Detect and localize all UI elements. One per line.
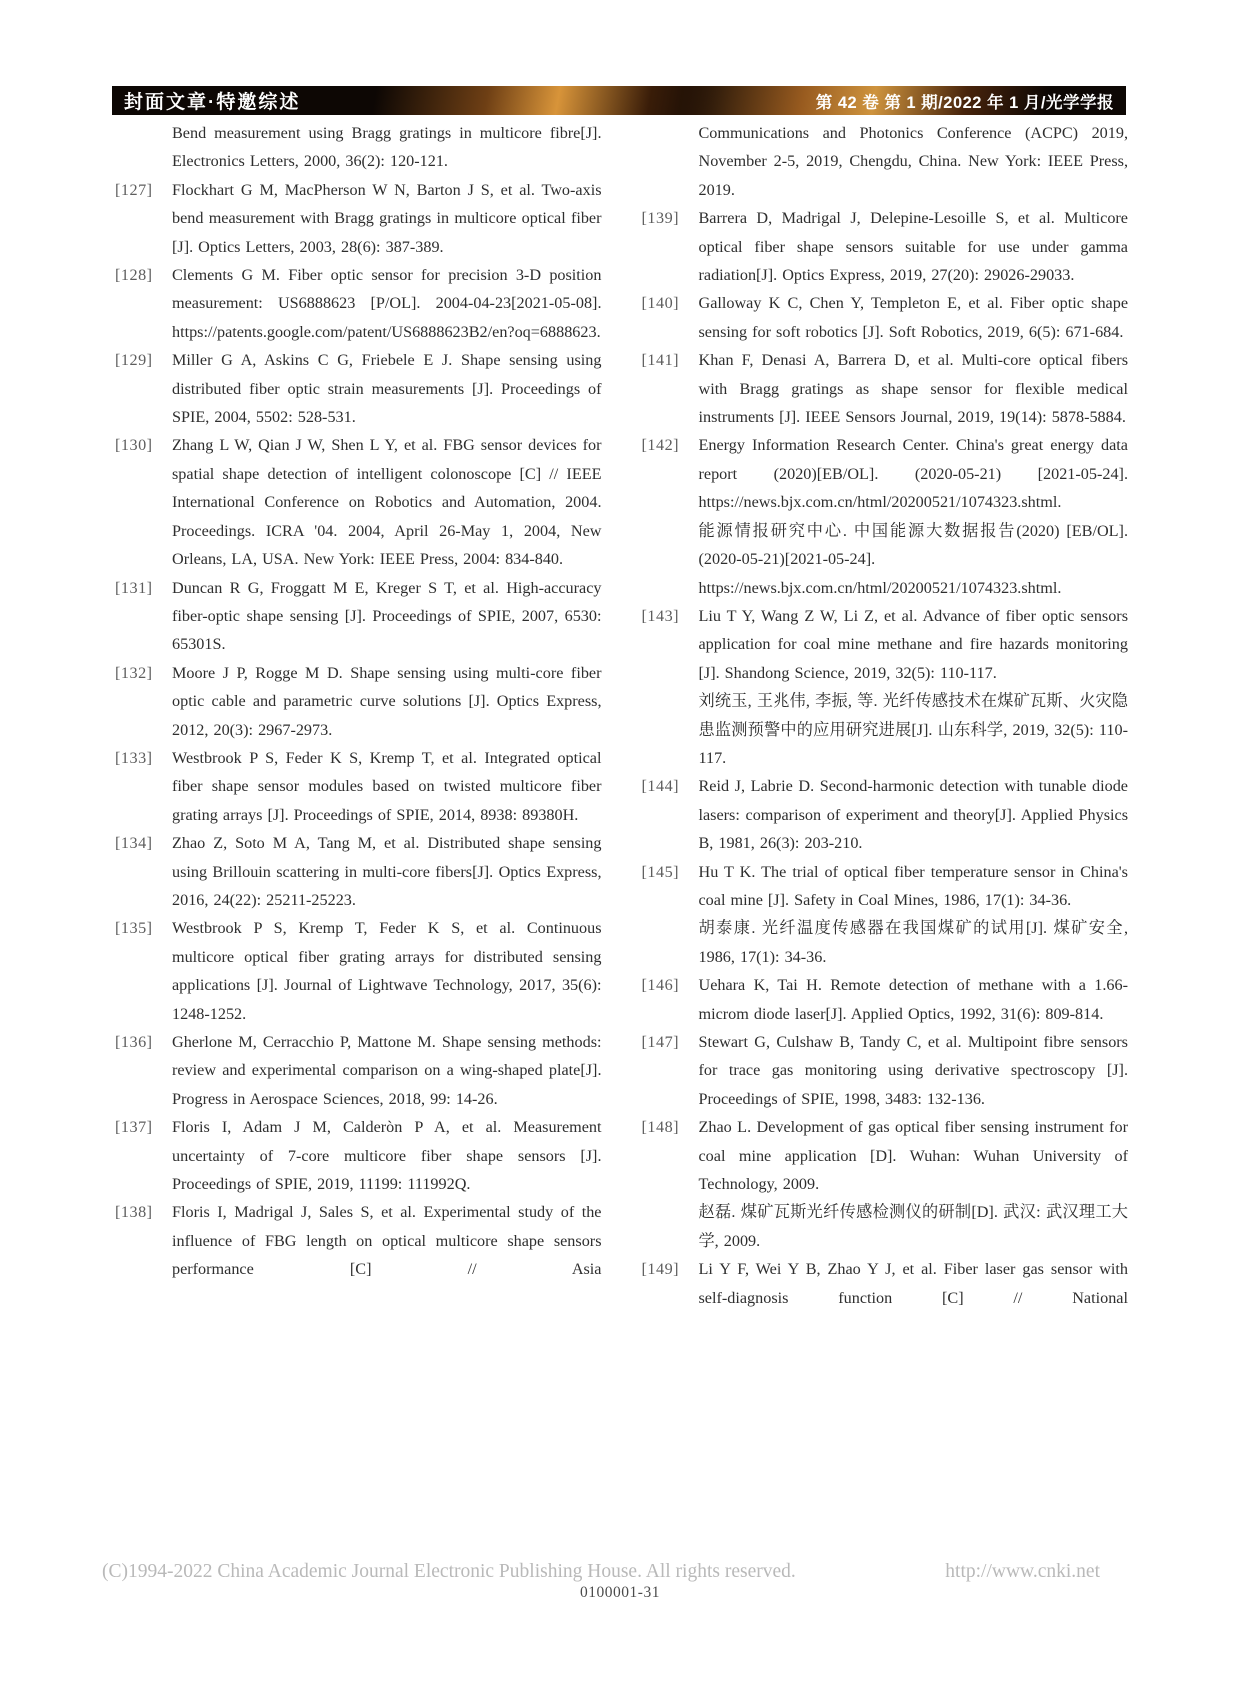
page-header-bar (112, 86, 1126, 115)
reference-number: [127] (115, 180, 153, 199)
reference-citation-text-chinese: 赵磊. 煤矿瓦斯光纤传感检测仪的研制[D]. 武汉: 武汉理工大学, 2009. (698, 1203, 1128, 1250)
reference-entry (642, 346, 1129, 431)
reference-number: [136] (115, 1033, 153, 1051)
reference-entry (642, 1113, 1129, 1255)
reference-citation-text: Zhao L. Development of gas optical fiber sensing instrument for coal mine application [D]. Wuhan: Wuhan University of Technology, 2009. (698, 1118, 1128, 1194)
reference-number: [148] (641, 1118, 680, 1137)
reference-citation-text: Hu T K. The trial of optical fiber temperature sensor in China's coal mine [J]. Safety in Coal Mines, 1986, 17(1): 34-36. (698, 862, 1128, 909)
reference-entry (642, 772, 1129, 857)
reference-citation-text: Li Y F, Wei Y B, Zhao Y J, et al. Fiber laser gas sensor with self-diagnosis function [C] // National (698, 1260, 1128, 1307)
reference-number: [141] (641, 351, 680, 370)
reference-entry (642, 119, 1129, 204)
reference-entry (642, 204, 1129, 289)
reference-citation-text: Galloway K C, Chen Y, Templeton E, et al. Fiber optic shape sensing for soft robotics [J]. Soft Robotics, 2019, 6(5): 671-684. (698, 294, 1128, 341)
reference-citation-text: Flockhart G M, MacPherson W N, Barton J S, et al. Two-axis bend measurement with Bragg gratings in multicore optical fiber [J]. Optics Letters, 2003, 28(6): 387-389. (172, 180, 602, 256)
references-column-right (642, 119, 1129, 1312)
reference-entry (642, 289, 1129, 346)
reference-entry (642, 431, 1129, 601)
reference-citation-text: Barrera D, Madrigal J, Delepine-Lesoille S, et al. Multicore optical fiber shape sensors suitable for use under gamma radiation[J]. Optics Express, 2019, 27(20): 29026-29033. (698, 209, 1128, 285)
reference-entry (115, 119, 602, 176)
reference-citation-text: Stewart G, Culshaw B, Tandy C, et al. Multipoint fibre sensors for trace gas monitoring using derivative spectroscopy [J]. Proceedings of SPIE, 1998, 3483: 132-136. (698, 1033, 1128, 1108)
reference-number: [149] (641, 1260, 680, 1279)
reference-entry (642, 1255, 1129, 1312)
copyright-text: (C)1994-2022 China Academic Journal Electronic Publishing House. All rights reserved. (102, 1561, 796, 1582)
page-number: 0100001-31 (580, 1584, 660, 1601)
reference-number: [143] (641, 606, 680, 625)
reference-number: [140] (641, 294, 680, 313)
reference-number: [130] (115, 436, 153, 455)
reference-number: [145] (641, 862, 680, 881)
reference-citation-text: Reid J, Labrie D. Second-harmonic detection with tunable diode lasers: comparison of experiment and theory[J]. Applied Physics B, 1981, 26(3): 203-210. (698, 777, 1128, 853)
reference-number: [142] (641, 436, 680, 455)
reference-number: [137] (115, 1118, 153, 1137)
reference-citation-text: Moore J P, Rogge M D. Shape sensing using multi-core fiber optic cable and parametric curve solutions [J]. Optics Express, 2012, 20(3): 2967-2973. (172, 663, 602, 739)
reference-entry (115, 659, 602, 744)
reference-entry (115, 1028, 602, 1113)
reference-entry (115, 1113, 602, 1198)
reference-entry (115, 346, 602, 431)
reference-number: [135] (115, 919, 153, 938)
reference-entry (642, 602, 1129, 772)
reference-number: [147] (641, 1033, 680, 1051)
reference-number: [146] (641, 976, 680, 995)
reference-citation-text-chinese: 刘统玉, 王兆伟, 李振, 等. 光纤传感技术在煤矿瓦斯、火灾隐患监测预警中的应用研究进展[J]. 山东科学, 2019, 32(5): 110-117. (698, 692, 1128, 767)
header-journal-issue-info: 第 42 卷 第 1 期/2022 年 1 月/光学学报 (815, 93, 1114, 112)
reference-entry (642, 971, 1129, 1028)
reference-citation-text: Energy Information Research Center. China's great energy data report (2020)[EB/OL]. (2020-05-21) [2021-05-24]. https://news.bjx.com.cn/html/20200521/1074323.shtml. (698, 436, 1128, 512)
header-column-feature-title: 封面文章·特邀综述 (124, 92, 301, 113)
reference-citation-text: Duncan R G, Froggatt M E, Kreger S T, et al. High-accuracy fiber-optic shape sensing [J]. Proceedings of SPIE, 2007, 6530: 65301S. (172, 578, 602, 654)
references-column-left (115, 119, 602, 1312)
references-list (115, 119, 1128, 1312)
reference-citation-text: Bend measurement using Bragg gratings in multicore fibre[J]. Electronics Letters, 2000, 36(2): 120-121. (172, 124, 602, 171)
reference-number: [129] (115, 351, 153, 370)
reference-number: [133] (115, 748, 153, 767)
reference-citation-text: Uehara K, Tai H. Remote detection of methane with a 1.66-microm diode laser[J]. Applied Optics, 1992, 31(6): 809-814. (698, 976, 1128, 1023)
reference-citation-text: Miller G A, Askins C G, Friebele E J. Shape sensing using distributed fiber optic strain measurements [J]. Proceedings of SPIE, 2004, 5502: 528-531. (172, 351, 602, 427)
reference-citation-text: Floris I, Madrigal J, Sales S, et al. Experimental study of the influence of FBG length on optical multicore shape sensors performance [C] // Asia (172, 1203, 602, 1279)
reference-citation-text-chinese: 胡泰康. 光纤温度传感器在我国煤矿的试用[J]. 煤矿安全, 1986, 17(1): 34-36. (698, 919, 1128, 966)
cnki-url-text: http://www.cnki.net (945, 1561, 1100, 1582)
reference-citation-text: Liu T Y, Wang Z W, Li Z, et al. Advance of fiber optic sensors application for coal mine methane and fire hazards monitoring [J]. Shandong Science, 2019, 32(5): 110-117. (698, 606, 1128, 682)
reference-number: [134] (115, 834, 153, 853)
reference-number: [132] (115, 663, 153, 682)
reference-number: [138] (115, 1203, 153, 1222)
reference-entry (115, 744, 602, 829)
reference-citation-text: Clements G M. Fiber optic sensor for precision 3-D position measurement: US6888623 [P/OL]. 2004-04-23[2021-05-08]. https://patents.google.com/patent/US6888623B2/en?oq=6888623. (172, 266, 602, 341)
reference-entry (115, 574, 602, 659)
reference-entry (115, 829, 602, 914)
reference-citation-text-chinese: 能源情报研究中心. 中国能源大数据报告(2020) [EB/OL]. (2020-05-21)[2021-05-24]. https://news.bjx.com.cn/html/20200521/1074323.shtml. (698, 521, 1128, 597)
reference-number: [131] (115, 578, 153, 597)
reference-citation-text: Gherlone M, Cerracchio P, Mattone M. Shape sensing methods: review and experimental comparison on a wing-shaped plate[J]. Progress in Aerospace Sciences, 2018, 99: 14-26. (172, 1033, 602, 1108)
reference-entry (115, 261, 602, 346)
reference-entry (115, 431, 602, 573)
reference-citation-text: Zhang L W, Qian J W, Shen L Y, et al. FBG sensor devices for spatial shape detection of intelligent colonoscope [C] // IEEE International Conference on Robotics and Automation, 2004. Proceedings. ICRA '04. 2004, April 26-May 1, 2004, New Orleans, LA, USA. New York: IEEE Press, 2004: 834-840. (172, 436, 602, 569)
reference-entry (115, 1198, 602, 1283)
reference-entry (115, 914, 602, 1028)
reference-entry (642, 858, 1129, 972)
reference-citation-text: Zhao Z, Soto M A, Tang M, et al. Distributed shape sensing using Brillouin scattering in multi-core fibers[J]. Optics Express, 2016, 24(22): 25211-25223. (172, 834, 602, 909)
reference-citation-text: Westbrook P S, Kremp T, Feder K S, et al. Continuous multicore optical fiber grating arrays for distributed sensing applications [J]. Journal of Lightwave Technology, 2017, 35(6): 1248-1252. (172, 919, 602, 1023)
reference-number: [139] (641, 209, 680, 228)
reference-citation-text: Communications and Photonics Conference (ACPC) 2019, November 2-5, 2019, Chengdu, China. New York: IEEE Press, 2019. (698, 124, 1128, 199)
reference-number: [144] (641, 777, 680, 796)
reference-number: [128] (115, 266, 153, 285)
reference-citation-text: Floris I, Adam J M, Calderòn P A, et al. Measurement uncertainty of 7-core multicore fiber shape sensors [J]. Proceedings of SPIE, 2019, 11199: 111992Q. (172, 1118, 602, 1194)
reference-entry (642, 1028, 1129, 1113)
reference-entry (115, 176, 602, 261)
reference-citation-text: Westbrook P S, Feder K S, Kremp T, et al. Integrated optical fiber shape sensor modules based on twisted multicore fiber grating arrays [J]. Proceedings of SPIE, 2014, 8938: 89380H. (172, 748, 602, 824)
reference-citation-text: Khan F, Denasi A, Barrera D, et al. Multi-core optical fibers with Bragg gratings as shape sensor for flexible medical instruments [J]. IEEE Sensors Journal, 2019, 19(14): 5878-5884. (698, 351, 1128, 427)
copyright-line (102, 1561, 1100, 1583)
